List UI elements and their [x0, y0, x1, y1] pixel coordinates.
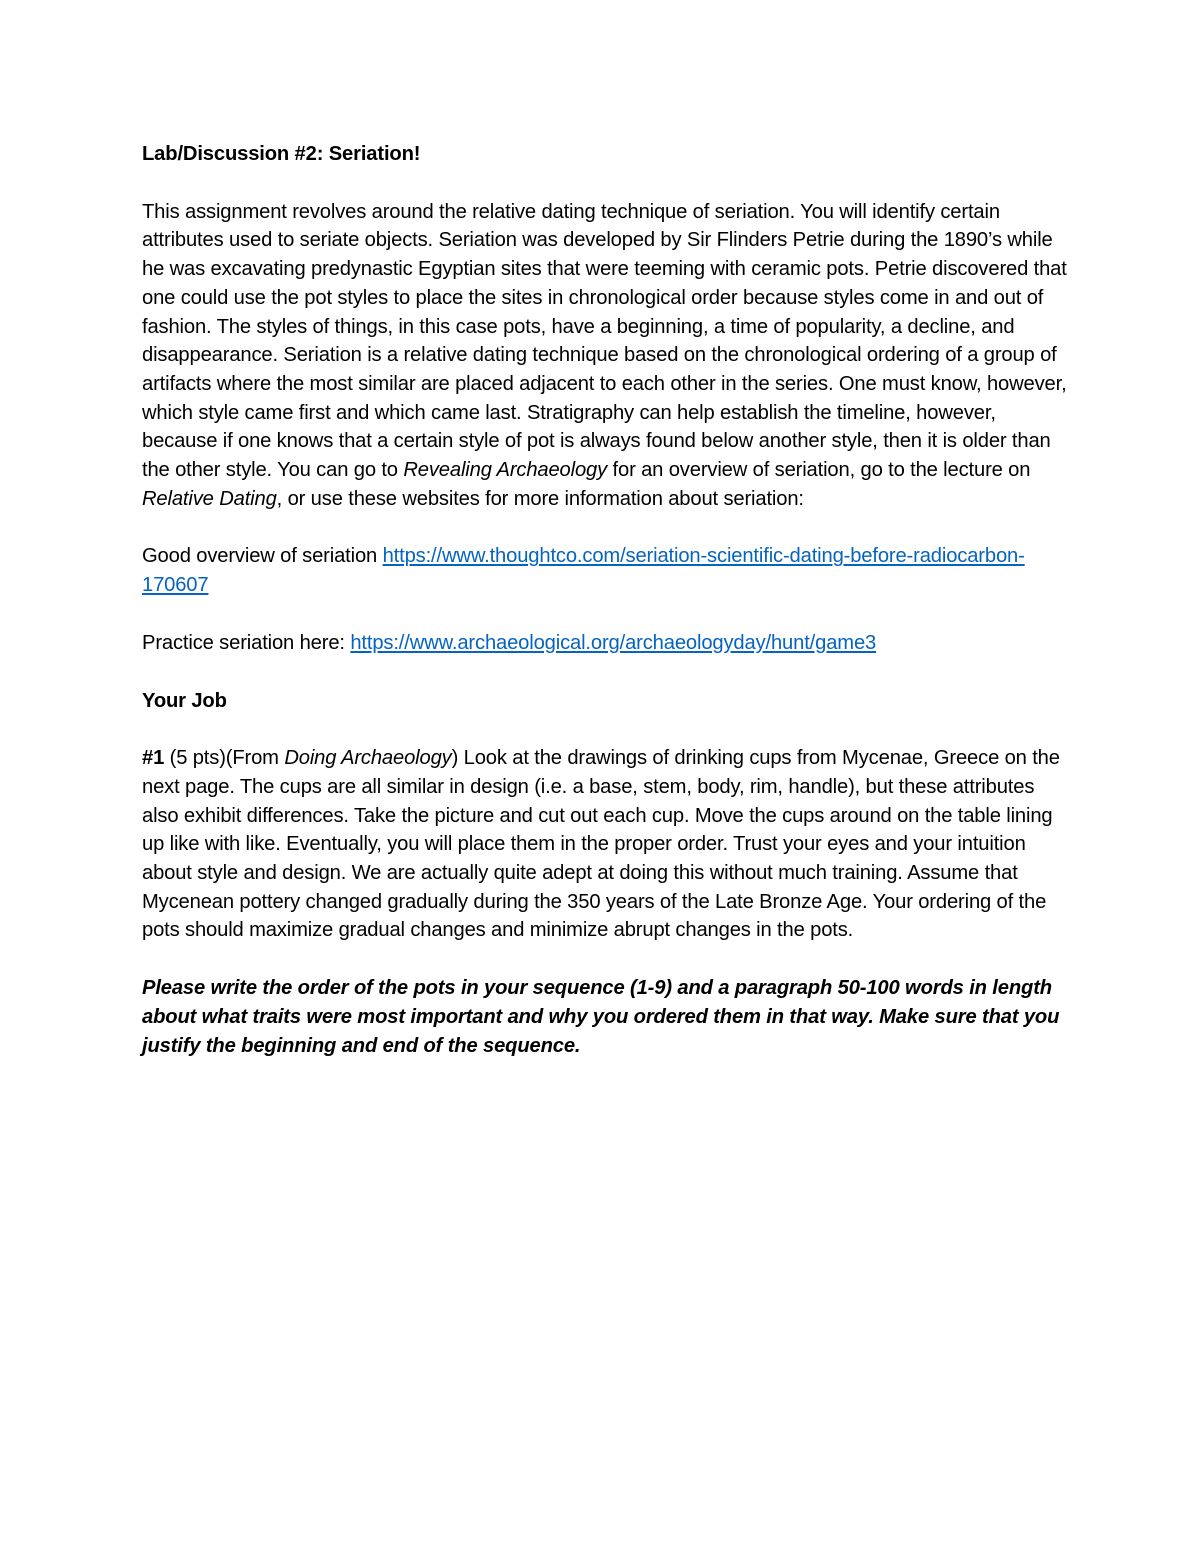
your-job-heading: Your Job	[142, 689, 227, 712]
document-page	[142, 140, 1072, 1060]
document-title: Lab/Discussion #2: Seriation!	[142, 143, 421, 165]
intro-text-part3: , or use these websites for more information about seriation:	[276, 487, 804, 510]
overview-link-label: Good overview of seriation	[142, 545, 383, 568]
practice-link-label: Practice seriation here:	[142, 631, 351, 654]
question-1-source: Doing Archaeology	[284, 747, 452, 770]
question-1-paragraph	[142, 744, 1072, 945]
question-1-text: ) Look at the drawings of drinking cups from Mycenae, Greece on the next page. The cups are all similar in design (i.e. a base, stem, body, rim, handle), but these attributes also exhibit differences. Take the picture and cut out each cup. Move the cups around on the table lining up like with like. Eventually, you will place them in the proper order. Trust your eyes and your intuition about style and design. We are actually quite adept at doing this without much training. Assume that Mycenean pottery changed gradually during the 350 years of the Late Bronze Age. Your ordering of the pots should maximize gradual changes and minimize abrupt changes in the pots.	[142, 747, 1060, 942]
intro-text-part2: for an overview of seriation, go to the lecture on	[607, 459, 1031, 482]
lecture-title: Relative Dating	[142, 487, 277, 510]
intro-text-part1: This assignment revolves around the relative dating technique of seriation. You will identify certain attributes used to seriate objects. Seriation was developed by Sir Flinders Petrie during the 1890’s while he was excavating predynastic Egyptian sites that were teeming with ceramic pots. Petrie discovered that one could use the pot styles to place the sites in chronological order because styles come in and out of fashion. The styles of things, in this case pots, have a beginning, a time of popularity, a decline, and disappearance. Seriation is a relative dating technique based on the chronological ordering of a group of artifacts where the most similar are placed adjacent to each other in the series. One must know, however, which style came first and which came last. Stratigraphy can help establish the timeline, however, because if one knows that a certain style of pot is always found below another style, then it is older than the other style. You can go to	[142, 200, 1067, 482]
question-1-number: #1	[142, 747, 165, 770]
book-title: Revealing Archaeology	[403, 459, 608, 482]
practice-link-paragraph	[142, 629, 1072, 658]
intro-paragraph	[142, 198, 1072, 514]
instructions-paragraph: Please write the order of the pots in your sequence (1-9) and a paragraph 50-100 words in length about what traits were most important and why you ordered them in that way. Make sure that you justify the beginning and end of the sequence.	[142, 977, 1060, 1057]
question-1-points: (5 pts)(From	[164, 747, 285, 770]
overview-link[interactable]: https://www.thoughtco.com/seriation-scientific-dating-before-radiocarbon-170607	[142, 545, 1025, 597]
practice-link[interactable]: https://www.archaeological.org/archaeologyday/hunt/game3	[350, 631, 877, 654]
overview-link-paragraph	[142, 542, 1072, 599]
